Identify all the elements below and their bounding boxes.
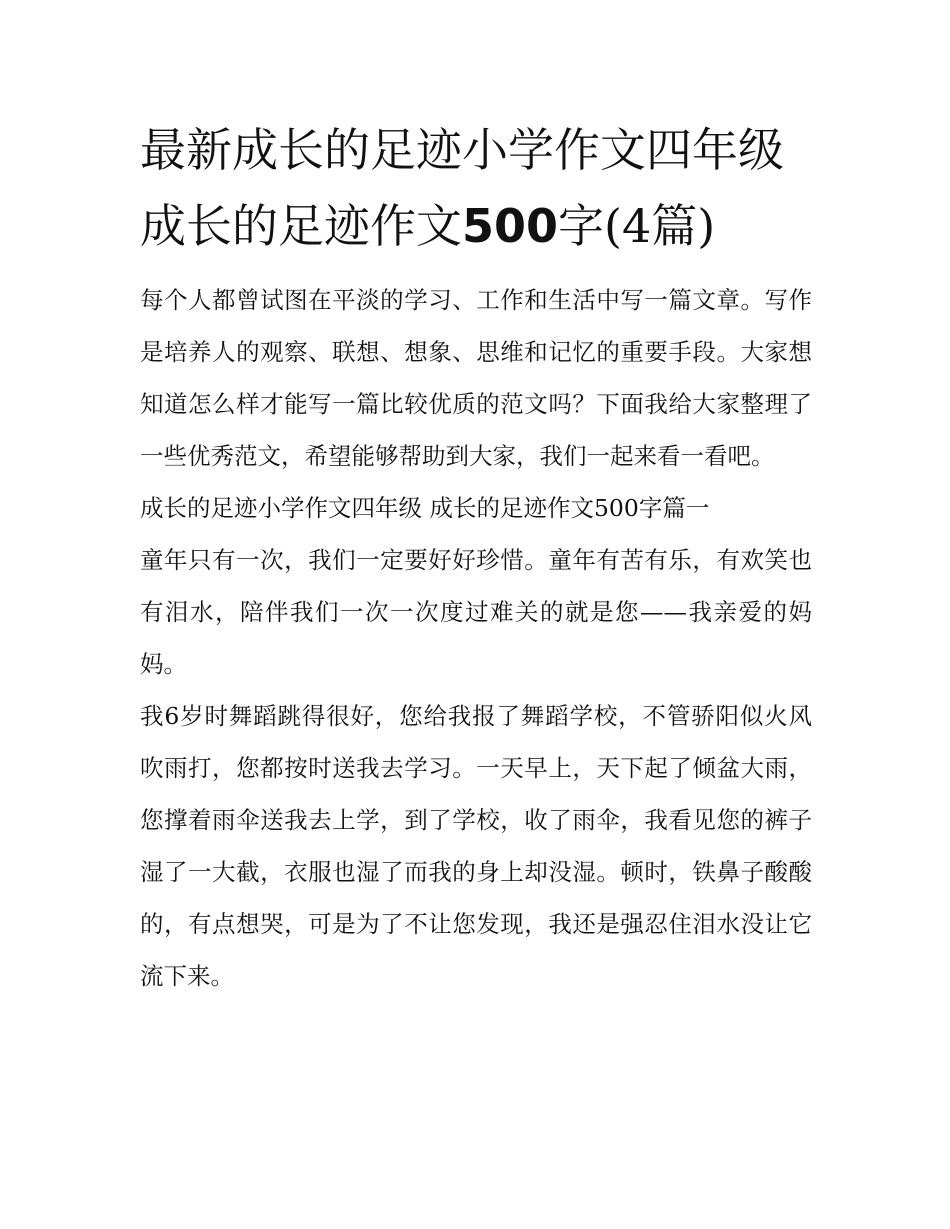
body-paragraph: 我6岁时舞蹈跳得很好，您给我报了舞蹈学校，不管骄阳似火风吹雨打，您都按时送我去学习。一天早上，天下起了倾盆大雨，您撑着雨伞送我去上学，到了学校，收了雨伞，我看见您的裤子湿了一大截，衣服也湿了而我的身上却没湿。顿时，铁鼻子酸酸的，有点想哭，可是为了不让您发现，我还是强忍住泪水没让它流下来。 [140,702,812,990]
intro-paragraph: 每个人都曾试图在平淡的学习、工作和生活中写一篇文章。写作是培养人的观察、联想、想象、思维和记忆的重要手段。大家想知道怎么样才能写一篇比较优质的范文吗？下面我给大家整理了一些优秀范文，希望能够帮助到大家，我们一起来看一看吧。 [140,286,812,470]
document-body [140,112,812,1002]
title-text: 最新成长的足迹小学作文四年级 成长的足迹作文 [140,123,784,253]
title-number: 500 [462,199,559,253]
document-title [140,112,812,264]
body-paragraph: 童年只有一次，我们一定要好好珍惜。童年有苦有乐，有欢笑也有泪水，陪伴我们一次一次度过难关的就是您——我亲爱的妈妈。 [140,546,812,678]
title-suffix: 字(4篇) [558,199,716,253]
section-heading: 成长的足迹小学作文四年级 成长的足迹作文500字篇一 [140,494,710,522]
